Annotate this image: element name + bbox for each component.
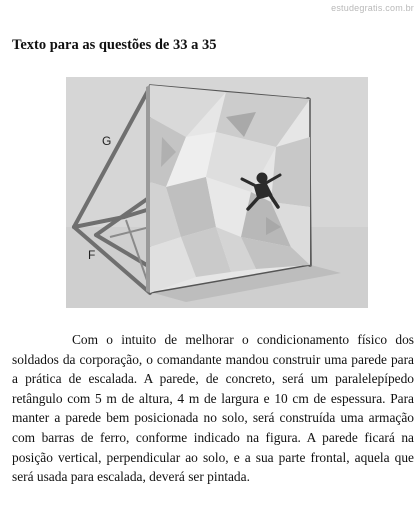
- wall-facets: [150, 85, 310, 293]
- watermark: estudegratis.com.br: [331, 3, 414, 13]
- label-g: G: [102, 134, 112, 148]
- wall-edge: [146, 85, 150, 293]
- climbing-wall-figure: [66, 77, 368, 308]
- label-f: F: [88, 248, 96, 262]
- body-paragraph: Com o intuito de melhorar o condicionamento físico dos soldados da corporação, o comandante mandou construir uma parede para a prática de escalada. A parede, de concreto, será um paralelepípedo retângulo com 5 m de altura, 4 m de largura e 10 cm de espessura. Para manter a parede bem posicionada no solo, será construída uma armação com barras de ferro, conforme indicado na figura. A parede ficará na posição vertical, perpendicular ao solo, e a sua parte frontal, aquela que será usada para escalada, deverá ser pintada.: [12, 332, 414, 485]
- section-heading: Texto para as questões de 33 a 35: [12, 37, 217, 53]
